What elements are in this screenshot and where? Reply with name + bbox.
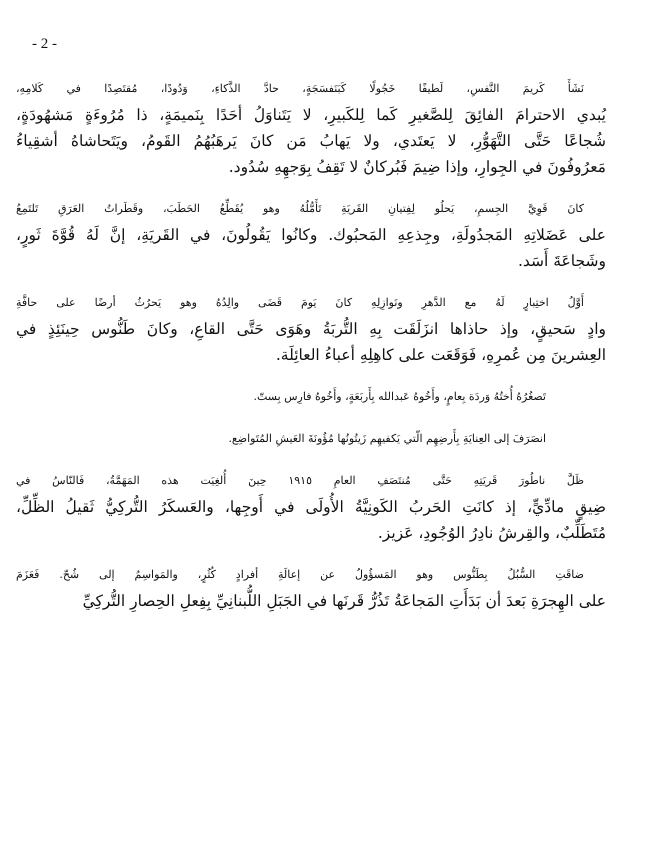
text-line: ضِيقٍ مادِّيٍّ، إذ كانَتِ الحَربُ الكَونِيَّةُ الأُولَى في أَوجِها، والعَسكَرُ التُّركِيُّ ثَقيلُ الظِّلِّ، xyxy=(16,498,606,516)
text-line: نَشَأَ كَريمَ النَّفسِ، لَطيفًا خَجُولًا كَبَنَفسَجَةٍ، حادَّ الذَّكاءِ، وَدُودًا، مُقتَصِدًا في كَلامِهِ، xyxy=(16,82,584,95)
paragraph xyxy=(16,562,628,614)
text-line: مَعرُوفُونَ في الجِوارِ، وإذا ضِيمَ فَبُركانٌ لا تَقِفُ بِوَجهِهِ سُدُود. xyxy=(228,158,606,176)
paragraph xyxy=(16,468,628,546)
text-line: على الهِجرَةِ بَعدَ أن بَدَأَتِ المَجاعَةُ تَذُرُّ قَرنَها في الجَبَلِ اللُّبنانِيِّ بِفِعلِ الحِصارِ التُّركِيِّ xyxy=(82,592,606,610)
text-line: ظَلَّ ناطُورَ قَريَتِهِ حَتَّى مُنتَصَفِ العامِ ١٩١٥ حِينَ أُلغِيَت هذه المَهَمَّةُ، فَالنّاسُ في xyxy=(16,474,584,487)
paragraph xyxy=(16,384,628,410)
paragraph xyxy=(16,426,628,452)
text-line: شُجاعًا حَتَّى التَّهَوُّرِ، لا يَعتَدي، ولا يَهابُ مَن كانَ يَرهَبُهُمُ القَومُ، ويَتَحاشاهُ أشقِياءُ xyxy=(16,132,606,150)
text-line: وادٍ سَحيقٍ، وإذ حاذاها انزَلَقَت بِهِ التُّربَةُ وهَوَى حَتَّى القاعِ، وكانَ طَنُّوس حِينَئِذٍ في xyxy=(16,320,606,338)
text-line: انصَرَفَ إلى العِنايَةِ بِأَرضِهِم الّتي يَكفيهِم زَيتُونُها مُؤُونَةَ العَيشِ المُتَواضِع. xyxy=(228,432,546,445)
text-line: كانَ قَوِيَّ الجِسمِ، يَحلُو لِفِتيانِ القَريَةِ تَأَمُّلُهُ وهو يُقَطِّعُ الحَطَبَ، وقَطَراتُ العَرَقِ تَلتَمِعُ xyxy=(16,202,584,215)
text-line: تَصغُرُهُ أُختُهُ وَردَة بِعامٍ، وأَخُوهُ عَبدالله بِأَربَعَةٍ، وأَخُوهُ فارِس بِستّ. xyxy=(253,390,546,403)
text-line: على عَضَلاتِهِ المَجدُولَةِ، وجِذعِهِ المَحبُوك. وكانُوا يَقُولُونَ، في القَريَةِ، إنَّ لَهُ قُوَّةَ ثَورٍ، xyxy=(16,226,606,244)
paragraph xyxy=(16,290,628,368)
text-line: ضاقَتِ السُّبُلُ بِطَنُّوس وهو المَسؤُولُ عن إعالَةِ أفرادٍ كُثُرٍ، والمَواسِمُ إلى شُحّ. فَعَزَمَ xyxy=(16,568,584,581)
document-body xyxy=(16,76,628,630)
paragraph xyxy=(16,196,628,274)
text-line: العِشرينَ مِن عُمرِهِ، فَوَقَعَت على كاهِلِهِ أعباءُ العائِلَة. xyxy=(275,346,606,364)
paragraph xyxy=(16,76,628,180)
page-number: - 2 - xyxy=(32,36,57,52)
text-line: وشَجاعَةَ أَسَد. xyxy=(517,252,606,270)
text-line: يُبدي الاحترامَ الفائِقَ لِلصَّغيرِ كَما لِلكَبيرِ، لا يَتَناوَلُ أحَدًا بِنَميمَةٍ، ذا مُرُوءَةٍ مَشهُودَةٍ، xyxy=(16,106,606,124)
text-line: مُتَطَلِّبٌ، والقِرشُ نادِرُ الوُجُودِ، عَزيز. xyxy=(377,524,606,542)
text-line: أَوَّلُ اختِبارٍ لَهُ مع الدَّهرِ ونَوازِلِهِ كانَ يَومَ قَضَى والِدُهُ وهو يَحرُثُ أرضًا على حافَّةِ xyxy=(16,296,584,309)
